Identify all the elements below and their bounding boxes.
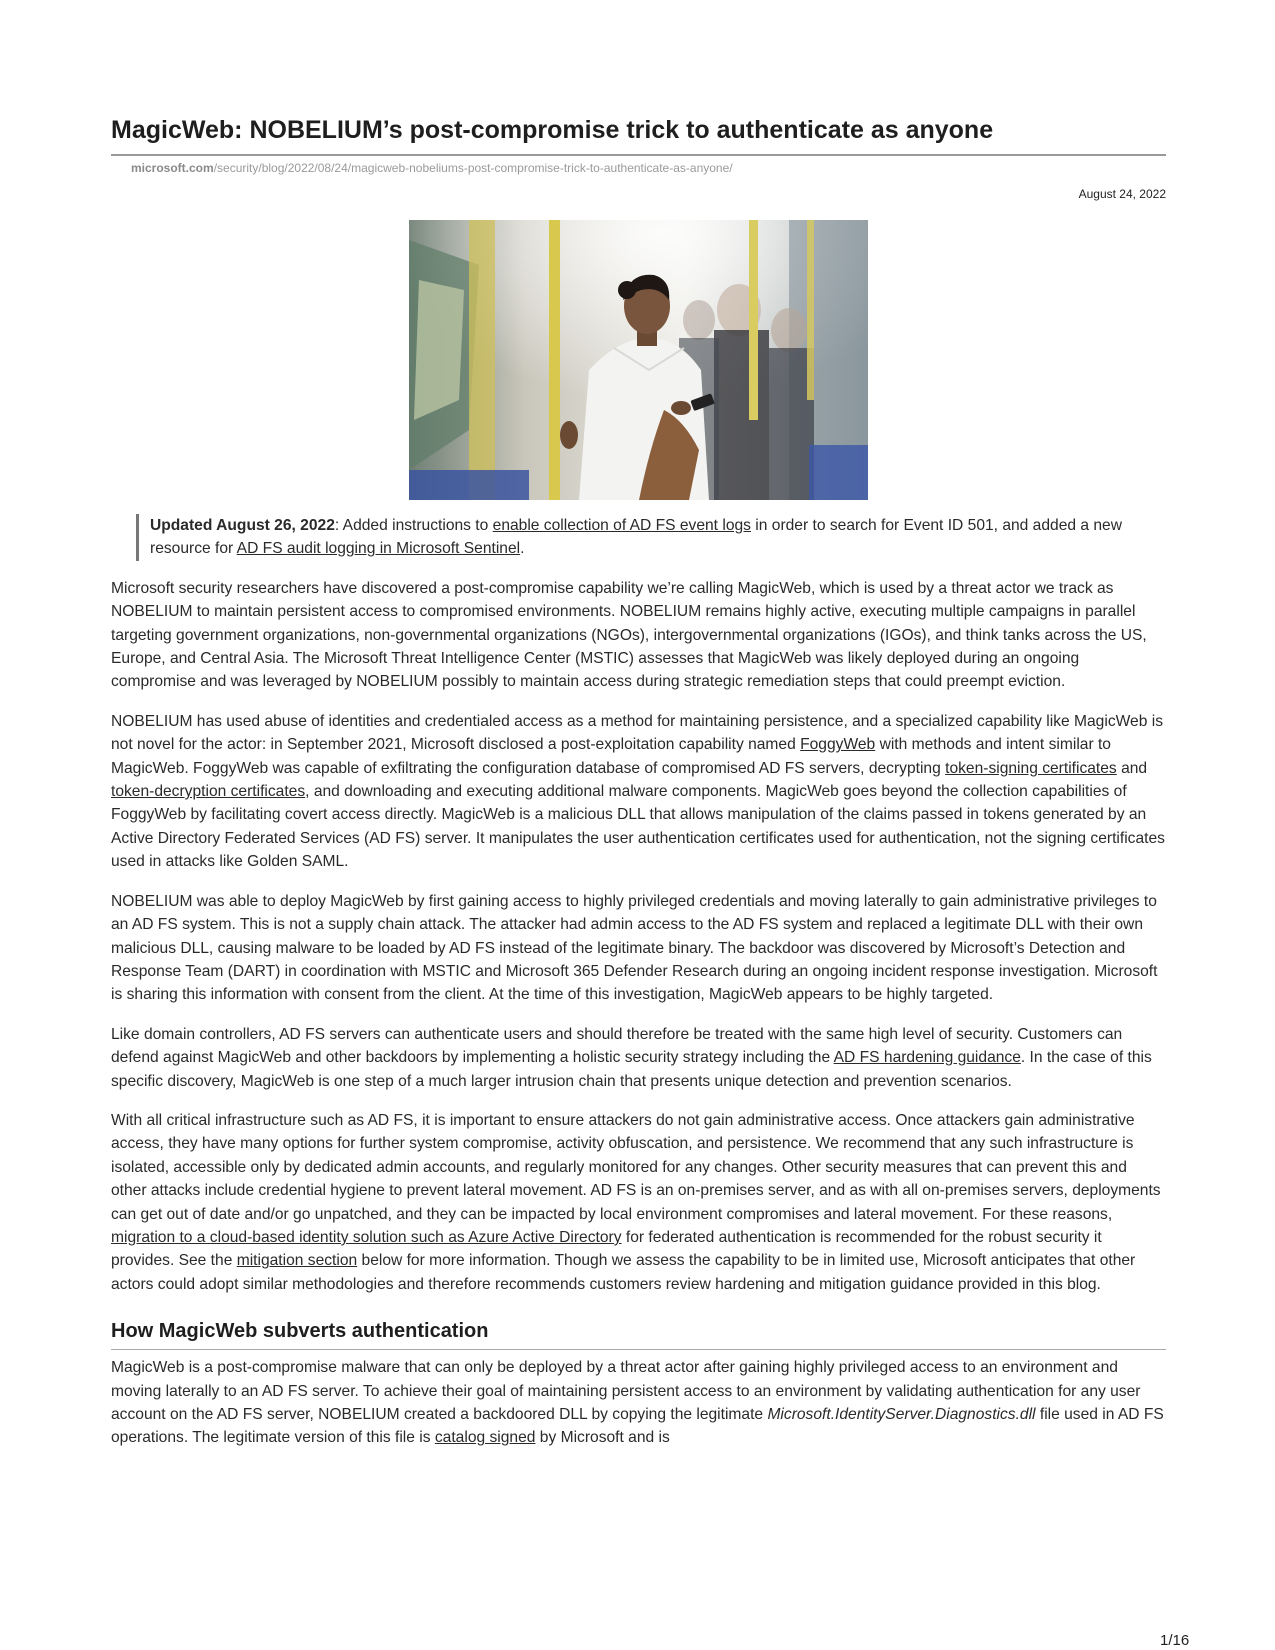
publish-date: August 24, 2022 <box>1078 187 1166 201</box>
hero-image <box>409 220 868 500</box>
update-note <box>136 514 1166 561</box>
update-note-label: Updated August 26, 2022 <box>150 517 335 534</box>
link-token-decryption-certificates[interactable]: token-decryption certificates <box>111 783 306 801</box>
link-migration-azure-ad[interactable]: migration to a cloud-based identity solution such as Azure Active Directory <box>111 1228 622 1246</box>
link-adfs-audit-logging-sentinel[interactable]: AD FS audit logging in Microsoft Sentinel <box>236 540 521 558</box>
article-body <box>111 514 1166 1466</box>
url-domain: microsoft.com <box>131 161 214 175</box>
url-path: /security/blog/2022/08/24/magicweb-nobeliums-post-compromise-trick-to-authenticate-as-anyone/ <box>213 161 733 175</box>
link-token-signing-certificates[interactable]: token-signing certificates <box>945 759 1117 777</box>
link-catalog-signed[interactable]: catalog signed <box>434 1429 536 1447</box>
dll-filename: Microsoft.IdentityServer.Diagnostics.dll <box>767 1406 1036 1423</box>
section-heading-how-magicweb-subverts: How MagicWeb subverts authentication <box>111 1318 1166 1350</box>
page-number: 1/16 <box>1160 1632 1190 1649</box>
paragraph-intro: Microsoft security researchers have discovered a post-compromise capability we’re calling MagicWeb, which is used by a threat actor we track as NOBELIUM to maintain persistent access to compromised environments. NOBELIUM remains highly active, executing multiple campaigns in parallel targeting government organizations, non-governmental organizations (NGOs), intergovernmental organizations (IGOs), and think tanks across the US, Europe, and Central Asia. The Microsoft Threat Intelligence Center (MSTIC) assesses that MagicWeb was likely deployed during an ongoing compromise and was leveraged by NOBELIUM possibly to maintain access during strategic remediation steps that could preempt eviction. <box>111 579 1147 691</box>
article-title: MagicWeb: NOBELIUM’s post-compromise trick to authenticate as anyone <box>111 112 1166 156</box>
paragraph-foggyweb: NOBELIUM has used abuse of identities and credentialed access as a method for maintaining persistence, and a specialized capability like MagicWeb is not novel for the actor: in September 2021, Microsoft disclosed a post-exploitation capability named FoggyWeb with methods and intent similar to MagicWeb. FoggyWeb was capable of exfiltrating the configuration database of compromised AD FS servers, decrypting token-signing certificates and token-decryption certificates, and downloading and executing additional malware components. MagicWeb goes beyond the collection capabilities of FoggyWeb by facilitating covert access directly. MagicWeb is a malicious DLL that allows manipulation of the claims passed in tokens generated by an Active Directory Federated Services (AD FS) server. It manipulates the user authentication certificates used for authentication, not the signing certificates used in attacks like Golden SAML. <box>111 712 1165 871</box>
link-adfs-hardening-guidance[interactable]: AD FS hardening guidance <box>833 1049 1021 1067</box>
paragraph-critical-infrastructure: With all critical infrastructure such as AD FS, it is important to ensure attackers do not gain administrative access. Once attackers gain administrative access, they have many options for further system compromise, activity obfuscation, and persistence. We recommend that any such infrastructure is isolated, accessible only by dedicated admin accounts, and regularly monitored for any changes. Other security measures that can prevent this and other attacks include credential hygiene to prevent lateral movement. AD FS is an on-premises server, and as with all on-premises servers, deployments can get out of date and/or go unpatched, and they can be impacted by local environment compromises and lateral movement. For these reasons, migration to a cloud-based identity solution such as Azure Active Directory for federated authentication is recommended for the robust security it provides. See the mitigation section below for more information. Though we assess the capability to be in limited use, Microsoft anticipates that other actors could adopt similar methodologies and therefore recommends customers review hardening and mitigation guidance provided in this blog. <box>111 1111 1161 1293</box>
link-enable-adfs-event-logs[interactable]: enable collection of AD FS event logs <box>492 517 751 534</box>
link-mitigation-section[interactable]: mitigation section <box>236 1252 358 1270</box>
paragraph-deployment: NOBELIUM was able to deploy MagicWeb by first gaining access to highly privileged credentials and moving laterally to gain administrative privileges to an AD FS system. This is not a supply chain attack. The attacker had admin access to the AD FS system and replaced a legitimate DLL with their own malicious DLL, causing malware to be loaded by AD FS instead of the legitimate binary. The backdoor was discovered by Microsoft’s Detection and Response Team (DART) in coordination with MSTIC and Microsoft 365 Defender Research during an ongoing incident response investigation. Microsoft is sharing this information with consent from the client. At the time of this investigation, MagicWeb appears to be highly targeted. <box>111 892 1158 1004</box>
link-foggyweb[interactable]: FoggyWeb <box>800 736 876 754</box>
paragraph-domain-controllers: Like domain controllers, AD FS servers can authenticate users and should therefore be treated with the same high level of security. Customers can defend against MagicWeb and other backdoors by implementing a holistic security strategy including the AD FS hardening guidance. In the case of this specific discovery, MagicWeb is one step of a much larger intrusion chain that presents unique detection and prevention scenarios. <box>111 1025 1152 1090</box>
source-url[interactable] <box>131 161 733 175</box>
update-note-text: Updated August 26, 2022: Added instructions to enable collection of AD FS event logs in order to search for Event ID 501, and added a new resource for AD FS audit logging in Microsoft Sentinel. <box>150 517 1122 558</box>
paragraph-how-magicweb-works: MagicWeb is a post-compromise malware that can only be deployed by a threat actor after gaining highly privileged access to an environment and moving laterally to an AD FS server. To achieve their goal of maintaining persistent access to an environment by validating authentication for any user account on the AD FS server, NOBELIUM created a backdoored DLL by copying the legitimate Microsoft.IdentityServer.Diagnostics.dll file used in AD FS operations. The legitimate version of this file is catalog signed by Microsoft and is <box>111 1359 1164 1447</box>
